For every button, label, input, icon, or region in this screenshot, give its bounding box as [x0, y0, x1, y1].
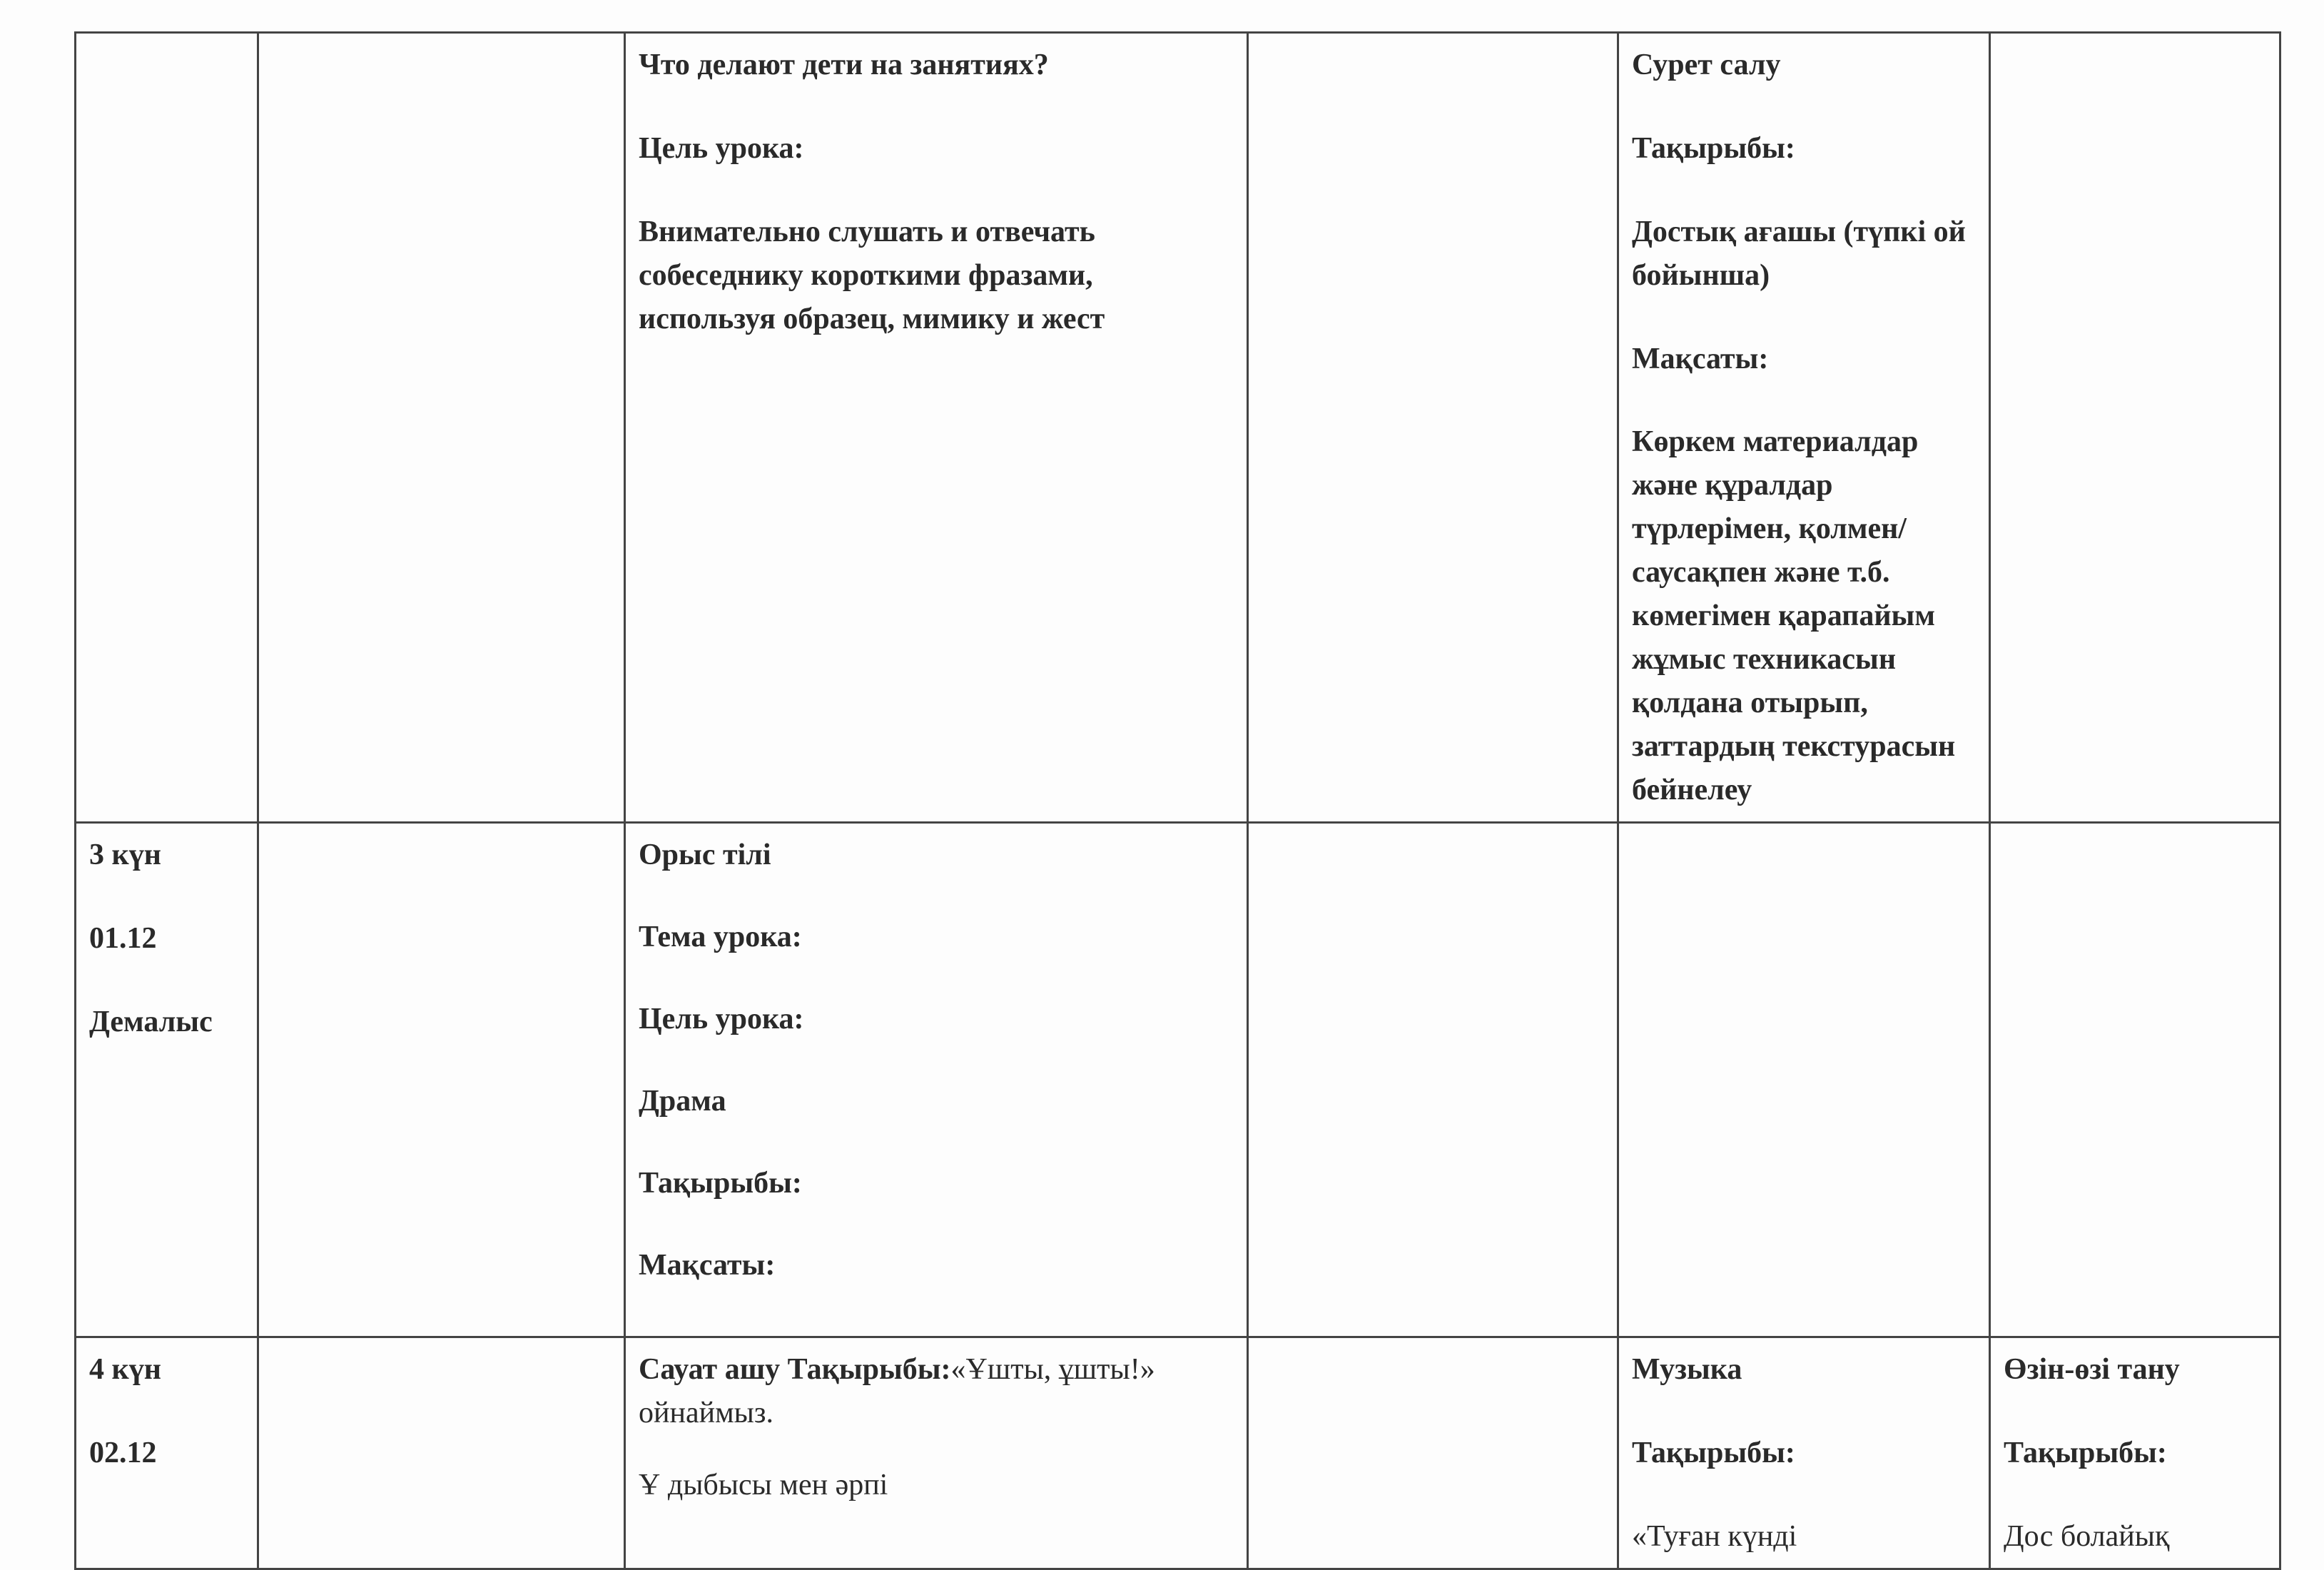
- cell-line: Мақсаты:: [639, 1248, 776, 1282]
- day-label: 4 күн: [89, 1352, 161, 1386]
- day-cell: [76, 823, 258, 1337]
- date-label: 01.12: [89, 922, 157, 956]
- cell-line: Сурет салу: [1632, 49, 1781, 81]
- cell-line: Дос болайық: [2004, 1519, 2170, 1553]
- empty-cell: [258, 33, 625, 823]
- cell-line: Өзін-өзі тану: [2004, 1352, 2180, 1386]
- cell-line: Мақсаты:: [1632, 342, 1769, 375]
- cell-line: Тақырыбы:: [1632, 1436, 1795, 1469]
- cell-line: Тема урока:: [639, 921, 802, 954]
- date-label: 02.12: [89, 1436, 157, 1469]
- cell-line: Музыка: [1632, 1352, 1742, 1386]
- cell-line: [639, 1348, 1234, 1435]
- cell-line: Драма: [639, 1085, 726, 1118]
- cell-line: Тақырыбы:: [1632, 131, 1795, 165]
- russian-lesson-cell: [625, 33, 1248, 823]
- cell-line: Ұ дыбысы мен әрпі: [639, 1468, 888, 1501]
- table-row: [76, 1337, 2280, 1569]
- empty-cell: [258, 1337, 625, 1569]
- empty-cell: [1248, 823, 1618, 1337]
- empty-cell: [1248, 33, 1618, 823]
- cell-line: Тақырыбы:: [639, 1167, 802, 1200]
- empty-cell: [1618, 823, 1990, 1337]
- literacy-lesson-cell: [625, 1337, 1248, 1569]
- day-cell: [76, 33, 258, 823]
- cell-line: Внимательно слушать и отвечать собеседнику короткими фразами, используя образец, мимику и жест: [639, 215, 1105, 335]
- empty-cell: [1990, 823, 2280, 1337]
- cell-line: Цель урока:: [639, 1003, 804, 1036]
- art-lesson-cell: [1618, 33, 1990, 823]
- day-cell: [76, 1337, 258, 1569]
- cell-line: Орыс тілі: [639, 839, 771, 872]
- empty-cell: [1990, 33, 2280, 823]
- lesson-lead: Сауат ашу Тақырыбы:: [639, 1352, 951, 1386]
- lesson-plan-table: [74, 31, 2281, 1570]
- table-row: [76, 33, 2280, 823]
- cell-line: Что делают дети на занятиях?: [639, 49, 1049, 81]
- lesson-topic: «Ұшты, ұшты!» ойнаймыз.: [639, 1352, 1155, 1429]
- table-row: [76, 823, 2280, 1337]
- cell-line: Цель урока:: [639, 131, 804, 165]
- cell-line: Тақырыбы:: [2004, 1436, 2167, 1469]
- russian-lesson-cell: [625, 823, 1248, 1337]
- music-lesson-cell: [1618, 1337, 1990, 1569]
- cell-line: Көркем материалдар және құралдар түрлерімен, қолмен/саусақпен және т.б. көмегімен қарапайым жұмыс техникасын қолдана отырып, заттардың текстурасын бейнелеу: [1632, 425, 1956, 806]
- cell-line: Достық ағашы (түпкі ой бойынша): [1632, 215, 1966, 292]
- empty-cell: [258, 823, 625, 1337]
- empty-cell: [1248, 1337, 1618, 1569]
- cell-line: «Туған күнді: [1632, 1519, 1797, 1553]
- self-knowledge-cell: [1990, 1337, 2280, 1569]
- day-note: Демалыс: [89, 1006, 213, 1039]
- day-label: 3 күн: [89, 839, 161, 872]
